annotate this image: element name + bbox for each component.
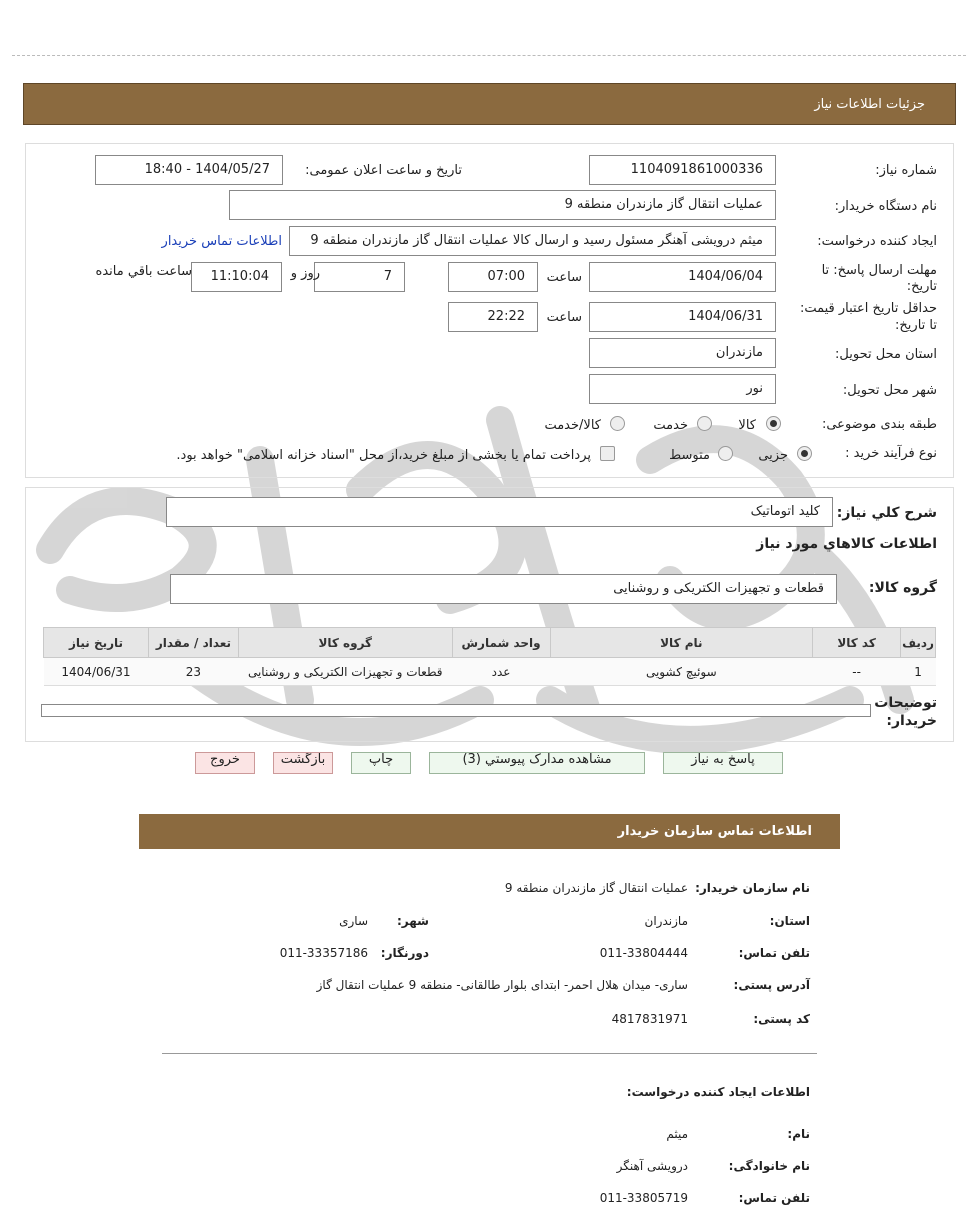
col-need-date: تاریخ نیاز [44, 628, 149, 658]
creator-first-name-label: نام: [787, 1127, 810, 1141]
buyer-org-field[interactable]: عملیات انتقال گاز مازندران منطقه 9 [229, 190, 776, 220]
treasury-note: پرداخت تمام یا بخشی از مبلغ خرید،از محل "اسناد خزانه اسلامی" خواهد بود. [176, 448, 591, 463]
purchase-medium-radio[interactable] [718, 446, 733, 461]
creator-phone-value: 011-33805719 [599, 1191, 688, 1205]
cell-row-number: 1 [901, 658, 936, 686]
need-number-label: شماره نیاز: [875, 163, 937, 178]
deadline-time-label: ساعت [546, 270, 582, 285]
creator-last-name-label: نام خانوادگی: [728, 1159, 810, 1173]
contact-header [139, 814, 840, 849]
buyer-contact-link[interactable]: اطلاعات تماس خریدار [161, 234, 282, 249]
deadline-date-field[interactable]: 1404/06/04 [589, 262, 776, 292]
purchase-minor-radio[interactable] [797, 446, 812, 461]
goods-table-header [44, 628, 936, 658]
contact-org-value: عملیات انتقال گاز مازندران منطقه 9 [504, 881, 688, 895]
price-valid-label-2: تا تاریخ: [895, 318, 937, 333]
top-divider [12, 55, 966, 56]
days-label: روز و [290, 266, 320, 281]
contact-phone-value: 011-33804444 [599, 946, 688, 960]
contact-postal-label: کد پستی: [753, 1012, 810, 1026]
contact-fax-value: 011-33357186 [279, 946, 368, 960]
price-valid-time-field[interactable]: 22:22 [448, 302, 538, 332]
deadline-time-field[interactable]: 07:00 [448, 262, 538, 292]
col-goods-name: نام کالا [550, 628, 813, 658]
exit-button[interactable]: خروج [195, 752, 255, 774]
buyer-org-label: نام دستگاه خریدار: [834, 199, 937, 214]
category-goods-radio[interactable] [766, 416, 781, 431]
page-title: جزئیات اطلاعات نیاز [814, 97, 925, 112]
goods-group-field[interactable]: قطعات و تجهیزات الکتریکی و روشنایی [170, 574, 837, 604]
contact-fax-label: دورنگار: [380, 946, 429, 960]
category-goods-service-radio[interactable] [610, 416, 625, 431]
announce-label: تاریخ و ساعت اعلان عمومی: [305, 163, 462, 178]
category-goods-service-label: کالا/خدمت [544, 418, 601, 433]
reply-button[interactable]: پاسخ به نیاز [663, 752, 783, 774]
contact-province-value: مازندران [644, 914, 688, 928]
category-service-radio[interactable] [697, 416, 712, 431]
deadline-label-2: تاریخ: [906, 279, 937, 294]
buyer-notes-label: توضیحات خریدار: [874, 695, 937, 729]
goods-group-label: گروه کالا: [868, 580, 937, 596]
contact-address-label: آدرس پستی: [733, 978, 810, 992]
col-row-number: ردیف [901, 628, 936, 658]
category-service-label: خدمت [653, 418, 688, 433]
cell-quantity: 23 [148, 658, 238, 686]
announce-field[interactable]: 1404/05/27 - 18:40 [95, 155, 283, 185]
category-label: طبقه بندی موضوعی: [821, 417, 937, 432]
contact-province-label: استان: [769, 914, 810, 928]
goods-info-title: اطلاعات کالاهاي مورد نیاز [756, 536, 937, 552]
contact-org-label: نام سازمان خریدار: [695, 881, 810, 895]
price-valid-label-1: حداقل تاریخ اعتبار قیمت: [799, 301, 937, 316]
attachments-button[interactable]: مشاهده مدارک پیوستي (3) [429, 752, 645, 774]
table-row[interactable] [44, 658, 936, 686]
deadline-label-1: مهلت ارسال پاسخ: تا [821, 263, 937, 278]
cell-goods-group: قطعات و تجهیزات الکتریکی و روشنایی [238, 658, 452, 686]
cell-need-date: 1404/06/31 [44, 658, 149, 686]
col-goods-code: کد کالا [813, 628, 901, 658]
remaining-label: ساعت باقي مانده [95, 264, 192, 279]
category-goods-label: کالا [738, 418, 756, 433]
col-unit: واحد شمارش [452, 628, 550, 658]
requester-field[interactable]: میثم درویشی آهنگر مسئول رسید و ارسال کالا عملیات انتقال گاز مازندران منطقه 9 [289, 226, 776, 256]
need-description-field[interactable]: کلید اتوماتیک [166, 497, 833, 527]
contact-city-label: شهر: [397, 914, 429, 928]
buyer-notes-field[interactable] [41, 704, 871, 717]
creator-last-name-value: درویشی آهنگر [616, 1159, 688, 1173]
days-field[interactable]: 7 [314, 262, 405, 292]
col-goods-group: گروه کالا [238, 628, 452, 658]
price-valid-time-label: ساعت [546, 310, 582, 325]
treasury-checkbox[interactable] [600, 446, 615, 461]
purchase-minor-label: جزیی [758, 448, 788, 463]
cell-goods-name: سوئیچ کشویی [550, 658, 813, 686]
province-label: استان محل تحویل: [835, 347, 937, 362]
remaining-time-field[interactable]: 11:10:04 [191, 262, 282, 292]
col-quantity: تعداد / مقدار [148, 628, 238, 658]
purchase-type-label: نوع فرآیند خرید : [845, 446, 937, 461]
contact-postal-value: 4817831971 [611, 1012, 688, 1026]
contact-city-value: ساری [339, 914, 368, 928]
back-button[interactable]: بازگشت [273, 752, 333, 774]
cell-goods-code: -- [813, 658, 901, 686]
goods-table [43, 627, 936, 686]
price-valid-date-field[interactable]: 1404/06/31 [589, 302, 776, 332]
province-field[interactable]: مازندران [589, 338, 776, 368]
creator-title: اطلاعات ایجاد کننده درخواست: [626, 1085, 810, 1099]
need-number-field[interactable]: 1104091861000336 [589, 155, 776, 185]
creator-first-name-value: میثم [666, 1127, 688, 1141]
page-header [23, 83, 956, 125]
contact-title: اطلاعات تماس سازمان خریدار [617, 824, 812, 839]
creator-phone-label: تلفن تماس: [738, 1191, 810, 1205]
city-label: شهر محل تحویل: [842, 383, 937, 398]
city-field[interactable]: نور [589, 374, 776, 404]
contact-phone-label: تلفن تماس: [738, 946, 810, 960]
need-description-label: شرح کلي نیاز: [836, 505, 937, 521]
purchase-medium-label: متوسط [669, 448, 710, 463]
requester-label: ایجاد کننده درخواست: [817, 234, 937, 249]
cell-unit: عدد [452, 658, 550, 686]
contact-address-value: ساری- میدان هلال احمر- ابتدای بلوار طالقانی- منطقه 9 عملیات انتقال گاز [316, 978, 688, 992]
print-button[interactable]: چاپ [351, 752, 411, 774]
contact-divider [162, 1053, 817, 1054]
